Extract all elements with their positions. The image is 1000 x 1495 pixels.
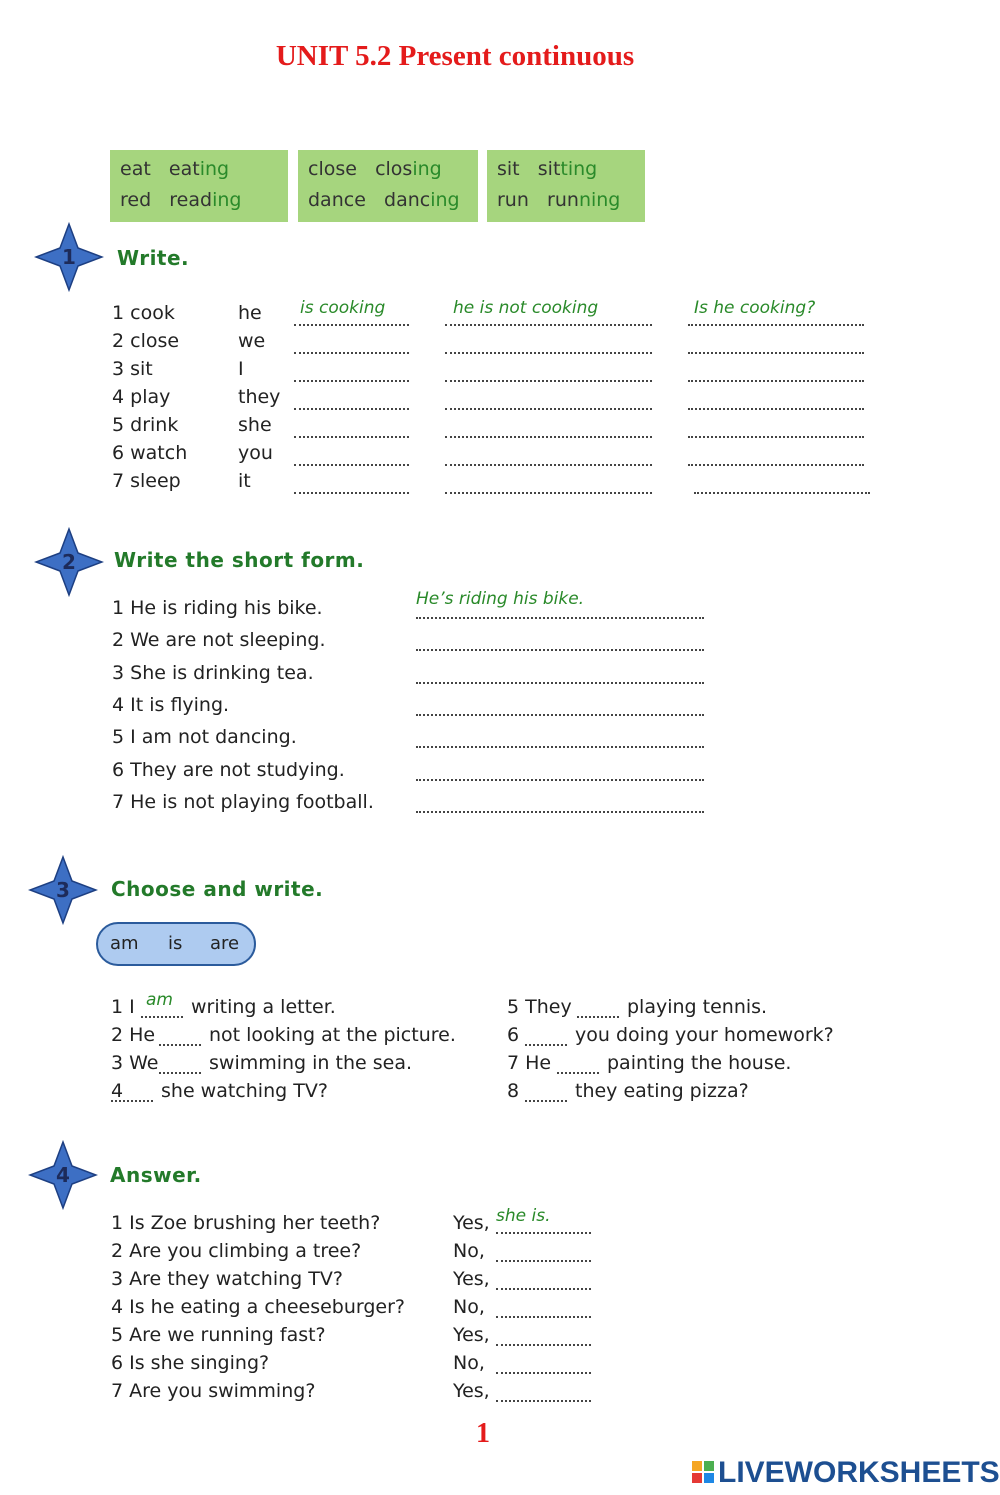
sentence-start: 4	[111, 1080, 124, 1102]
answer-blank-question[interactable]	[694, 474, 870, 494]
short-form-blank[interactable]	[416, 793, 704, 813]
answer-blank-negative[interactable]	[445, 474, 652, 494]
answer-blank-affirmative[interactable]	[294, 390, 409, 410]
sentence: 5 I am not dancing.	[112, 726, 297, 748]
answer-blank-affirmative[interactable]	[294, 446, 409, 466]
example-answer: she is.	[496, 1206, 551, 1226]
yes-no-label: No,	[453, 1240, 485, 1262]
section-4-star-icon: 4	[28, 1140, 98, 1210]
answer-blank-question[interactable]	[688, 334, 864, 354]
answer-blank-question[interactable]	[688, 418, 864, 438]
verb-blank[interactable]	[557, 1054, 599, 1074]
pronoun-label: you	[238, 442, 273, 464]
page-number: 1	[476, 1418, 490, 1449]
example-answer: He’s riding his bike.	[416, 589, 585, 609]
verb-label: 6 watch	[112, 442, 188, 464]
question: 6 Is she singing?	[111, 1352, 270, 1374]
vocab-box-2: close closing dance dancing	[298, 150, 478, 222]
short-form-blank[interactable]	[416, 761, 704, 781]
sentence: 6 They are not studying.	[112, 759, 345, 781]
yes-no-label: Yes,	[453, 1380, 490, 1402]
yes-no-label: Yes,	[453, 1212, 490, 1234]
sentence-start: 5 They	[507, 996, 572, 1018]
example-answer: he is not cooking	[453, 298, 599, 318]
answer-blank-affirmative[interactable]	[294, 418, 409, 438]
short-form-blank[interactable]	[416, 696, 704, 716]
verb-blank[interactable]	[159, 1026, 201, 1046]
sentence-end: writing a letter.	[191, 996, 336, 1018]
short-form-blank[interactable]	[416, 728, 704, 748]
verb-blank[interactable]	[111, 1082, 153, 1102]
answer-blank-negative[interactable]	[445, 334, 652, 354]
sentence-end: not looking at the picture.	[209, 1024, 456, 1046]
verb-label: 4 play	[112, 386, 171, 408]
word-options-box	[96, 922, 256, 966]
verb-label: 3 sit	[112, 358, 153, 380]
question: 1 Is Zoe brushing her teeth?	[111, 1212, 381, 1234]
verb-label: 5 drink	[112, 414, 179, 436]
verb-label: 1 cook	[112, 302, 175, 324]
sentence-start: 6	[507, 1024, 520, 1046]
answer-blank[interactable]	[496, 1270, 591, 1290]
vocab-box-3: sit sitting run running	[487, 150, 645, 222]
answer-blank-negative[interactable]	[445, 446, 652, 466]
liveworksheets-logo: LIVEWORKSHEETS	[718, 1456, 1000, 1489]
question: 7 Are you swimming?	[111, 1380, 316, 1402]
section-4-heading: Answer.	[110, 1163, 202, 1187]
verb-blank[interactable]	[525, 1026, 567, 1046]
answer-blank-affirmative[interactable]	[294, 362, 409, 382]
answer-blank-question[interactable]	[688, 446, 864, 466]
example-answer: am	[146, 990, 173, 1010]
answer-blank-question[interactable]	[688, 362, 864, 382]
yes-no-label: Yes,	[453, 1268, 490, 1290]
pronoun-label: they	[238, 386, 281, 408]
example-answer: Is he cooking?	[694, 298, 816, 318]
answer-blank[interactable]	[496, 1326, 591, 1346]
sentence: 1 He is riding his bike.	[112, 597, 323, 619]
answer-blank[interactable]	[496, 1298, 591, 1318]
pronoun-label: it	[238, 470, 251, 492]
sentence-start: 2 He	[111, 1024, 156, 1046]
answer-blank[interactable]	[496, 1382, 591, 1402]
answer-blank[interactable]	[496, 1354, 591, 1374]
answer-blank-affirmative[interactable]	[294, 334, 409, 354]
sentence: 3 She is drinking tea.	[112, 662, 314, 684]
example-answer: is cooking	[300, 298, 386, 318]
sentence-end: playing tennis.	[627, 996, 768, 1018]
sentence-end: painting the house.	[607, 1052, 792, 1074]
verb-blank[interactable]	[159, 1054, 201, 1074]
question: 4 Is he eating a cheeseburger?	[111, 1296, 406, 1318]
yes-no-label: Yes,	[453, 1324, 490, 1346]
section-3-star-icon: 3	[28, 855, 98, 925]
yes-no-label: No,	[453, 1352, 485, 1374]
sentence-start: 1 I	[111, 996, 135, 1018]
answer-blank-affirmative[interactable]	[294, 474, 409, 494]
verb-blank[interactable]	[577, 998, 619, 1018]
option-am: am	[110, 933, 139, 954]
sentence-end: she watching TV?	[161, 1080, 328, 1102]
verb-label: 7 sleep	[112, 470, 181, 492]
liveworksheets-logo-icon	[692, 1461, 714, 1483]
sentence: 2 We are not sleeping.	[112, 629, 326, 651]
sentence: 4 It is flying.	[112, 694, 230, 716]
option-is: is	[168, 933, 183, 954]
verb-blank[interactable]	[525, 1082, 567, 1102]
section-2-star-icon: 2	[34, 527, 104, 597]
sentence: 7 He is not playing football.	[112, 791, 374, 813]
option-are: are	[210, 933, 240, 954]
question: 2 Are you climbing a tree?	[111, 1240, 362, 1262]
answer-blank-question[interactable]	[688, 390, 864, 410]
answer-blank-negative[interactable]	[445, 418, 652, 438]
yes-no-label: No,	[453, 1296, 485, 1318]
short-form-blank[interactable]	[416, 631, 704, 651]
sentence-start: 7 He	[507, 1052, 552, 1074]
sentence-start: 3 We	[111, 1052, 159, 1074]
pronoun-label: I	[238, 358, 244, 380]
section-1-heading: Write.	[117, 246, 190, 270]
answer-blank[interactable]	[496, 1242, 591, 1262]
answer-blank-negative[interactable]	[445, 362, 652, 382]
answer-blank-negative[interactable]	[445, 390, 652, 410]
page-title: UNIT 5.2 Present continuous	[275, 40, 635, 72]
section-2-heading: Write the short form.	[114, 548, 365, 572]
verb-label: 2 close	[112, 330, 180, 352]
sentence-end: they eating pizza?	[575, 1080, 749, 1102]
short-form-blank[interactable]	[416, 664, 704, 684]
section-1-star-icon: 1	[34, 222, 104, 292]
sentence-end: swimming in the sea.	[209, 1052, 413, 1074]
pronoun-label: he	[238, 302, 262, 324]
question: 3 Are they watching TV?	[111, 1268, 343, 1290]
pronoun-label: we	[238, 330, 266, 352]
pronoun-label: she	[238, 414, 272, 436]
vocab-box-1: eat eating red reading	[110, 150, 288, 222]
section-3-heading: Choose and write.	[111, 877, 324, 901]
question: 5 Are we running fast?	[111, 1324, 326, 1346]
sentence-end: you doing your homework?	[575, 1024, 834, 1046]
sentence-start: 8	[507, 1080, 520, 1102]
